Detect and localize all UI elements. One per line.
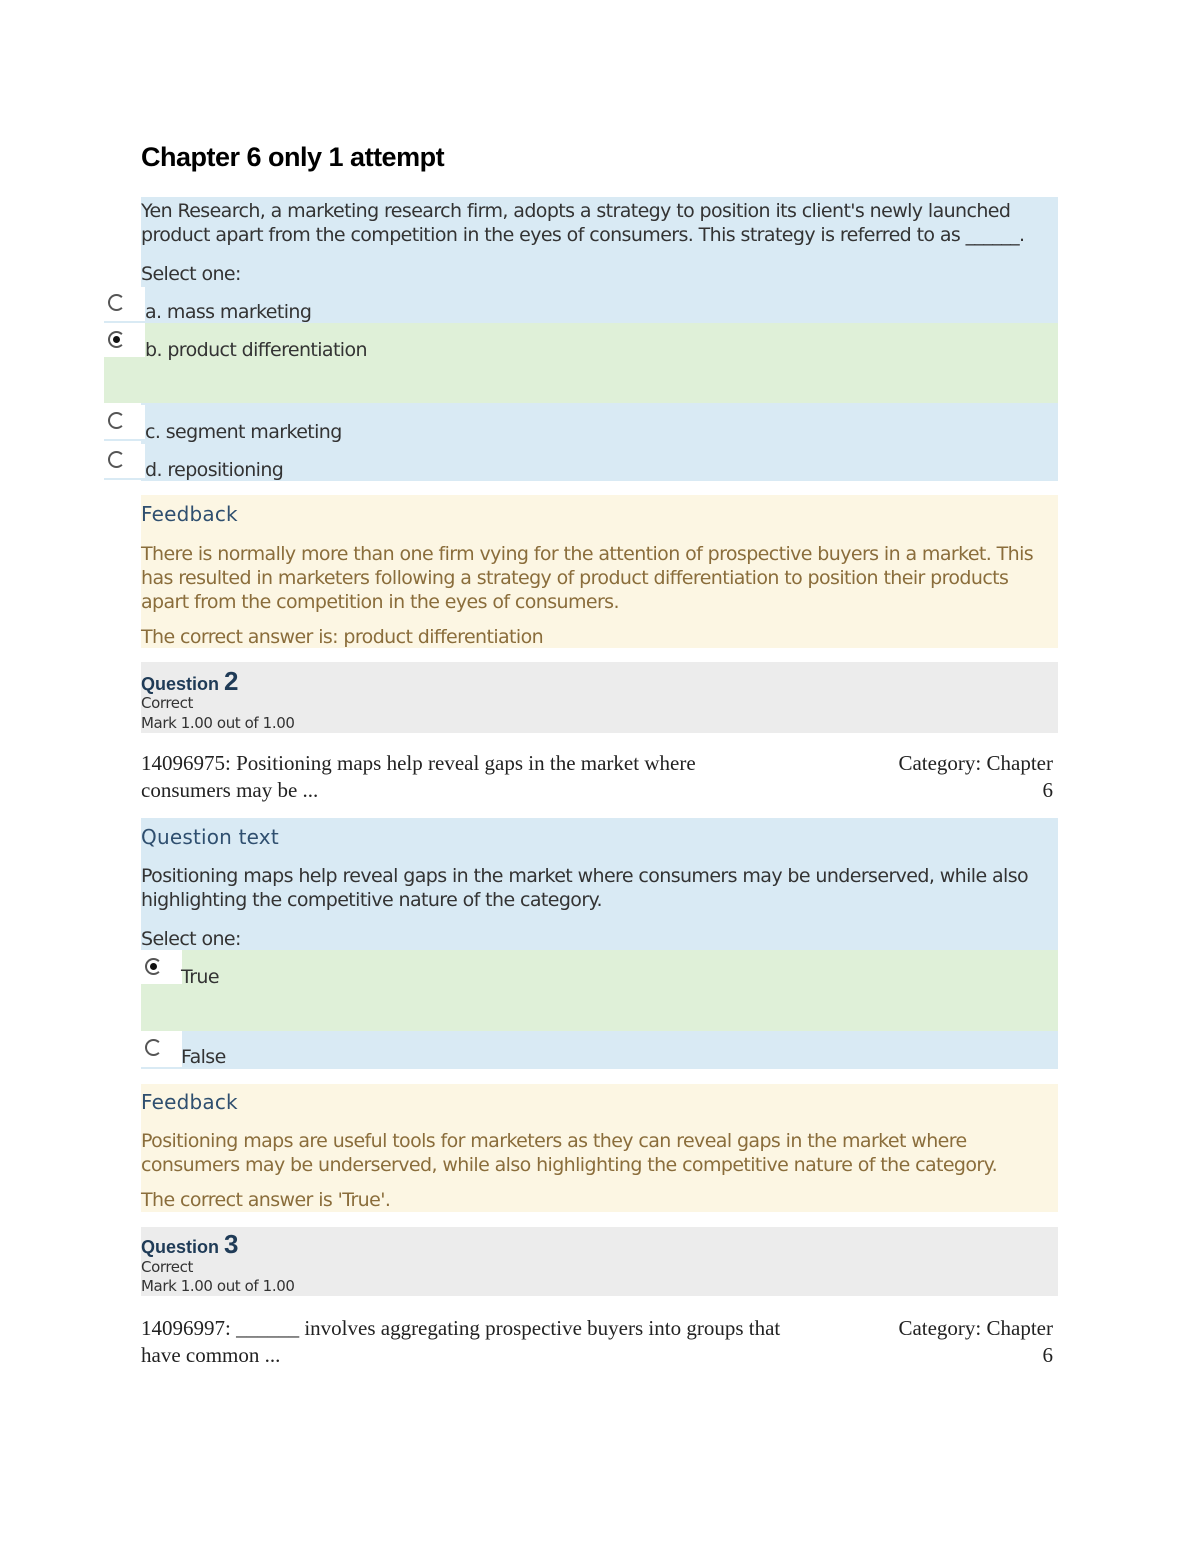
q1-option-c-label[interactable]: c. segment marketing — [145, 421, 342, 443]
q1-option-c-radio[interactable] — [108, 412, 125, 429]
q1-feedback-line2: has resulted in marketers following a strategy of product differentiation to position their products — [141, 567, 1009, 589]
page-title: Chapter 6 only 1 attempt — [141, 142, 445, 172]
q3-category-line2: 6 — [1042, 1343, 1053, 1367]
q3-status: Correct — [141, 1258, 193, 1276]
q2-question-text-line1: Positioning maps help reveal gaps in the market where consumers may be underserved, while also — [141, 865, 1029, 887]
q2-category-line1: Category: Chapter — [898, 751, 1053, 775]
q2-feedback-line2: consumers may be underserved, while also highlighting the competitive nature of the category. — [141, 1154, 998, 1176]
q1-option-d-radio[interactable] — [108, 451, 125, 468]
q1-question-text-line1: Yen Research, a marketing research firm, adopts a strategy to position its client's newly launched — [141, 200, 1011, 222]
q1-question-text-line2: product apart from the competition in the eyes of consumers. This strategy is referred to as ______. — [141, 224, 1025, 246]
q1-option-a-radio[interactable] — [108, 294, 125, 311]
q2-status: Correct — [141, 694, 193, 712]
q2-feedback-heading: Feedback — [141, 1090, 238, 1114]
q1-correct-answer: The correct answer is: product differentiation — [141, 626, 544, 648]
q2-mark: Mark 1.00 out of 1.00 — [141, 714, 295, 732]
q2-category-line2: 6 — [1042, 778, 1053, 802]
q3-question-label: Question — [141, 1237, 220, 1257]
q2-feedback-line1: Positioning maps are useful tools for marketers as they can reveal gaps in the market where — [141, 1130, 967, 1152]
q3-mark: Mark 1.00 out of 1.00 — [141, 1277, 295, 1295]
q2-option-true-radio[interactable] — [145, 958, 162, 975]
q3-question-number: 3 — [224, 1229, 239, 1259]
q3-heading — [141, 1229, 239, 1260]
q2-correct-answer: The correct answer is 'True'. — [141, 1189, 391, 1211]
q3-summary-line2: have common ... — [141, 1343, 281, 1367]
q1-feedback-heading: Feedback — [141, 502, 238, 526]
q2-question-number: 2 — [224, 666, 239, 696]
q2-option-true-label[interactable]: True — [181, 966, 219, 988]
q1-option-b-radio[interactable] — [108, 331, 125, 348]
q1-feedback-line3: apart from the competition in the eyes of consumers. — [141, 591, 619, 613]
q2-option-true-row — [141, 950, 1058, 1031]
q1-option-d-label[interactable]: d. repositioning — [145, 459, 284, 481]
q2-option-false-row — [141, 1031, 1058, 1069]
q3-category-line1: Category: Chapter — [898, 1316, 1053, 1340]
q1-option-b-row — [104, 323, 1058, 403]
q3-summary-line1: 14096997: ______ involves aggregating prospective buyers into groups that — [141, 1316, 781, 1340]
q2-summary-line2: consumers may be ... — [141, 778, 319, 802]
q2-option-false-radio[interactable] — [145, 1039, 162, 1056]
q2-option-false-label[interactable]: False — [181, 1046, 226, 1068]
q2-select-one-label: Select one: — [141, 928, 241, 950]
q2-summary-line1: 14096975: Positioning maps help reveal gaps in the market where — [141, 751, 696, 775]
q1-select-one-label: Select one: — [141, 263, 241, 285]
q2-question-text-line2: highlighting the competitive nature of the category. — [141, 889, 602, 911]
q2-question-text-heading: Question text — [141, 825, 279, 849]
q1-option-b-label[interactable]: b. product differentiation — [145, 339, 367, 361]
q2-question-label: Question — [141, 674, 220, 694]
q1-feedback-line1: There is normally more than one firm vying for the attention of prospective buyers in a market. This — [141, 543, 1034, 565]
q1-option-a-label[interactable]: a. mass marketing — [145, 301, 312, 323]
